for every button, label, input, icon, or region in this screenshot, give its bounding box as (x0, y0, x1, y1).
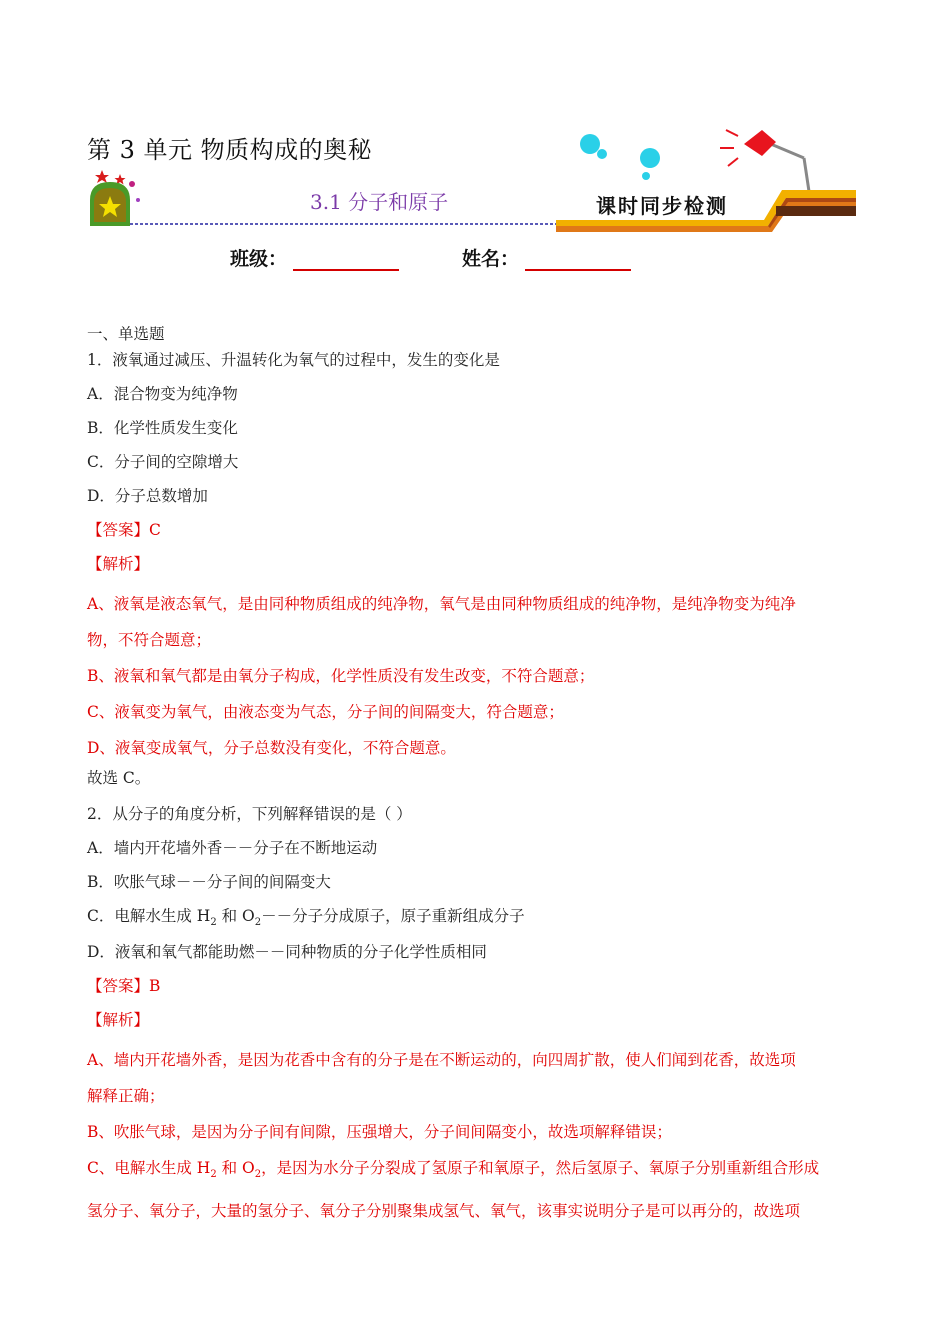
class-blank[interactable] (293, 249, 399, 271)
q1-option-b: B．化学性质发生变化 (87, 419, 238, 437)
bubble-icon (597, 149, 607, 159)
q2-option-c-pre: C．电解水生成 H (87, 907, 211, 925)
question-2-stem: 2．从分子的角度分析，下列解释错误的是（ ） (87, 805, 412, 823)
name-label: 姓名： (462, 248, 520, 270)
question-1-stem: 1．液氧通过减压、升温转化为氧气的过程中，发生的变化是 (87, 351, 500, 369)
q2-analysis-c2: 氢分子、氧分子，大量的氢分子、氧分子分别聚集成氢气、氧气，该事实说明分子是可以再分的，故选项 (87, 1202, 801, 1221)
q1-conclusion: 故选 C。 (87, 769, 151, 787)
section-heading: 一、单选题 (87, 325, 165, 343)
q1-analysis-c: C、液氧变为氧气，由液态变为气态，分子间的间隔变大，符合题意； (87, 703, 564, 721)
q2-analysis-b: B、吹胀气球，是因为分子间有间隙，压强增大，分子间间隔变小，故选项解释错误； (87, 1123, 672, 1142)
q2-option-c-sub2: 2 (254, 917, 262, 929)
q2-analysis-c1-post: ，是因为水分子分裂成了氢原子和氧原子，然后氢原子、氧原子分别重新组合形成 (261, 1159, 820, 1178)
badge-icon (90, 182, 130, 226)
name-blank[interactable] (525, 249, 631, 271)
q2-analysis-c1 (87, 1150, 862, 1193)
class-field (230, 244, 399, 271)
q1-option-d: D．分子总数增加 (87, 487, 208, 505)
q1-analysis-b: B、液氧和氧气都是由氧分子构成，化学性质没有发生改变，不符合题意； (87, 667, 595, 685)
q1-analysis-label: 【解析】 (87, 555, 150, 573)
bubble-icon (640, 148, 660, 168)
document-body (87, 322, 862, 1229)
section-title: 3.1 分子和原子 (310, 190, 449, 214)
q2-option-c-post: －－分子分成原子，原子重新组成分子 (261, 907, 525, 925)
q2-analysis-label: 【解析】 (87, 1011, 150, 1030)
q2-analysis-a1: A、墙内开花墙外香，是因为花香中含有的分子是在不断运动的，向四周扩散，使人们闻到花香，故选项 (87, 1051, 796, 1070)
q2-option-c (87, 904, 862, 928)
q2-analysis-c1-pre: C、电解水生成 H (87, 1159, 211, 1178)
q2-analysis-c1-sub1: 2 (210, 1169, 217, 1181)
q1-analysis-a2: 物，不符合题意； (87, 631, 212, 649)
q2-answer: 【答案】B (87, 977, 161, 996)
bubble-icon (580, 134, 600, 154)
q2-option-d: D．液氧和氧气都能助燃－－同种物质的分子化学性质相同 (87, 943, 487, 962)
unit-title: 第 3 单元 物质构成的奥秘 (87, 136, 373, 164)
name-field (462, 244, 631, 271)
q2-option-a: A．墙内开花墙外香－－分子在不断地运动 (87, 839, 378, 857)
q2-option-c-sub1: 2 (210, 917, 217, 929)
q1-option-c: C．分子间的空隙增大 (87, 453, 239, 471)
lamp-icon (720, 130, 810, 198)
q2-analysis-c1-mid: 和 O (216, 1159, 255, 1178)
q1-option-a: A．混合物变为纯净物 (87, 385, 238, 403)
q1-analysis-a1: A、液氧是液态氧气，是由同种物质组成的纯净物，氧气是由同种物质组成的纯净物，是纯净物变为纯净 (87, 595, 796, 613)
banner-label: 课时同步检测 (596, 194, 728, 218)
q2-option-b: B．吹胀气球－－分子间的间隔变大 (87, 873, 331, 891)
q1-analysis-d: D、液氧变成氧气，分子总数没有变化，不符合题意。 (87, 739, 456, 757)
q2-option-c-mid: 和 O (216, 907, 255, 925)
bubble-icon (642, 172, 650, 180)
q2-analysis-c1-sub2: 2 (254, 1169, 262, 1181)
q2-analysis-a2: 解释正确； (87, 1087, 165, 1106)
q1-answer: 【答案】C (87, 521, 161, 539)
class-label: 班级： (230, 248, 288, 270)
